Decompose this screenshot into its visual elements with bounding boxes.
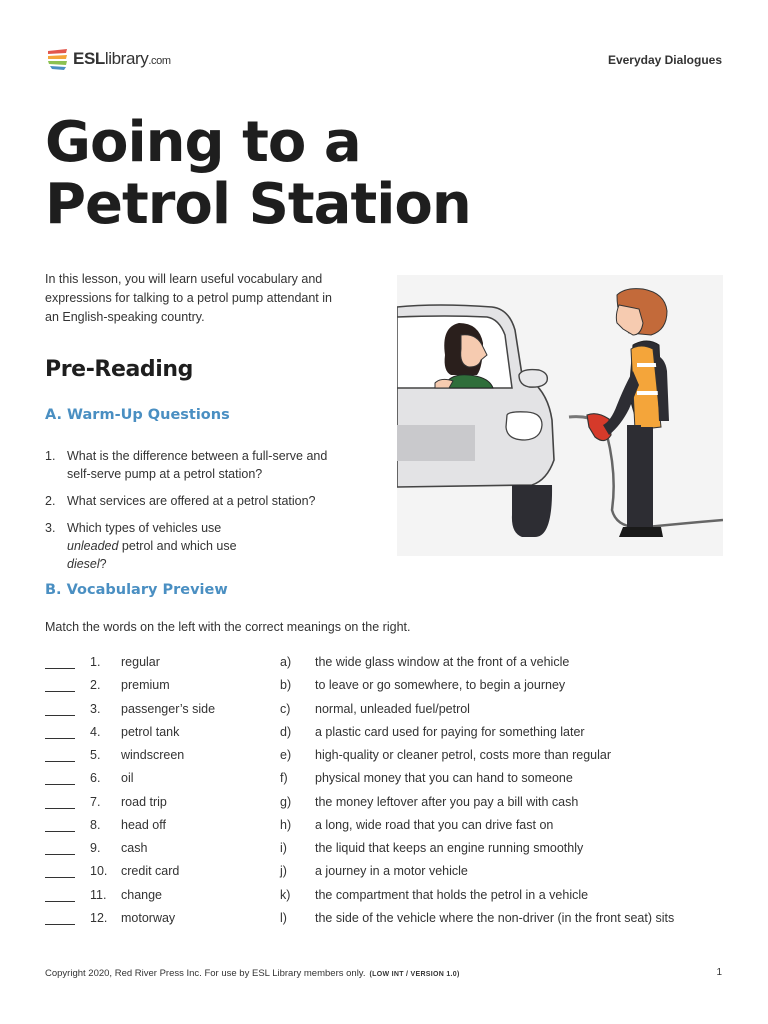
definition-letter: b) bbox=[280, 678, 292, 692]
question-number: 2. bbox=[45, 494, 56, 508]
definition-letter: i) bbox=[280, 841, 287, 855]
logo-text bbox=[73, 49, 171, 69]
vocabulary-instruction: Match the words on the left with the correct meanings on the right. bbox=[45, 620, 411, 634]
definition-text: physical money that you can hand to someone bbox=[315, 771, 573, 785]
definition-text: the wide glass window at the front of a vehicle bbox=[315, 655, 570, 669]
question-text: What services are offered at a petrol station? bbox=[67, 494, 316, 508]
vocab-row bbox=[45, 725, 725, 745]
vocab-word: petrol tank bbox=[121, 725, 180, 739]
question-item bbox=[45, 492, 345, 510]
logo-esl: ESL bbox=[73, 49, 105, 68]
answer-blank[interactable] bbox=[45, 808, 75, 809]
answer-blank[interactable] bbox=[45, 761, 75, 762]
definition-text: a plastic card used for paying for something later bbox=[315, 725, 585, 739]
vocab-row bbox=[45, 818, 725, 838]
vocab-row bbox=[45, 771, 725, 791]
vocab-number: 12. bbox=[90, 911, 108, 925]
answer-blank[interactable] bbox=[45, 715, 75, 716]
vocabulary-heading: B. Vocabulary Preview bbox=[45, 582, 228, 598]
vocab-word: change bbox=[121, 888, 163, 902]
definition-text: a long, wide road that you can drive fast on bbox=[315, 818, 554, 832]
question-number: 1. bbox=[45, 449, 56, 463]
footer-copyright bbox=[45, 968, 460, 979]
question-text-part: ? bbox=[99, 557, 107, 571]
pre-reading-heading: Pre-Reading bbox=[45, 357, 194, 382]
question-text: What is the difference between a full-serve and self-serve pump at a petrol station? bbox=[67, 449, 328, 481]
vocab-word: oil bbox=[121, 771, 134, 785]
definition-text: normal, unleaded fuel/petrol bbox=[315, 702, 470, 716]
petrol-station-illustration bbox=[397, 275, 723, 556]
question-text-part: Which types of vehicles use bbox=[67, 521, 222, 535]
definition-letter: k) bbox=[280, 888, 291, 902]
vocab-word: credit card bbox=[121, 864, 180, 878]
esl-library-logo bbox=[45, 45, 185, 73]
page-number: 1 bbox=[716, 967, 722, 978]
definition-letter: a) bbox=[280, 655, 292, 669]
vocab-number: 3. bbox=[90, 702, 101, 716]
definition-letter: f) bbox=[280, 771, 288, 785]
question-item bbox=[45, 519, 345, 573]
question-item bbox=[45, 447, 345, 483]
series-label: Everyday Dialogues bbox=[607, 53, 722, 67]
warmup-heading: A. Warm-Up Questions bbox=[45, 407, 230, 423]
intro-paragraph: In this lesson, you will learn useful vocabulary and expressions for talking to a petrol pump attendant in an English-speaking country. bbox=[45, 272, 332, 324]
vocab-word: motorway bbox=[121, 911, 176, 925]
vocab-row bbox=[45, 864, 725, 884]
vocab-word: regular bbox=[121, 655, 160, 669]
answer-blank[interactable] bbox=[45, 668, 75, 669]
vocab-row bbox=[45, 678, 725, 698]
vocab-word: road trip bbox=[121, 795, 167, 809]
answer-blank[interactable] bbox=[45, 877, 75, 878]
vocab-row bbox=[45, 748, 725, 768]
answer-blank[interactable] bbox=[45, 854, 75, 855]
definition-letter: g) bbox=[280, 795, 292, 809]
answer-blank[interactable] bbox=[45, 901, 75, 902]
definition-letter: e) bbox=[280, 748, 292, 762]
definition-letter: c) bbox=[280, 702, 291, 716]
vocab-row bbox=[45, 841, 725, 861]
vocab-row bbox=[45, 655, 725, 675]
vocab-number: 4. bbox=[90, 725, 101, 739]
answer-blank[interactable] bbox=[45, 691, 75, 692]
question-emphasis: diesel bbox=[67, 557, 100, 571]
question-number: 3. bbox=[45, 521, 56, 535]
vocab-number: 7. bbox=[90, 795, 101, 809]
copyright-text: Copyright 2020, Red River Press Inc. For use by ESL Library members only. bbox=[45, 968, 366, 979]
question-text-part: petrol and which use bbox=[118, 539, 237, 553]
definition-letter: j) bbox=[280, 864, 287, 878]
question-emphasis: unleaded bbox=[67, 539, 119, 553]
definition-text: high-quality or cleaner petrol, costs more than regular bbox=[315, 748, 611, 762]
vocab-row bbox=[45, 888, 725, 908]
definition-letter: d) bbox=[280, 725, 292, 739]
answer-blank[interactable] bbox=[45, 784, 75, 785]
vocab-number: 11. bbox=[90, 888, 107, 902]
vocab-word: cash bbox=[121, 841, 148, 855]
logo-library: library bbox=[104, 49, 149, 68]
answer-blank[interactable] bbox=[45, 738, 75, 739]
logo-icon bbox=[45, 46, 71, 72]
question-text bbox=[67, 519, 267, 573]
vocab-number: 5. bbox=[90, 748, 101, 762]
definition-text: a journey in a motor vehicle bbox=[315, 864, 468, 878]
vocab-number: 8. bbox=[90, 818, 101, 832]
vocab-number: 1. bbox=[90, 655, 101, 669]
logo-com: .com bbox=[148, 55, 171, 67]
vocab-number: 9. bbox=[90, 841, 101, 855]
vocab-row bbox=[45, 911, 725, 931]
vocab-number: 10. bbox=[90, 864, 108, 878]
vocab-word: passenger’s side bbox=[121, 702, 216, 716]
level-label: (LOW INT / VERSION 1.0) bbox=[369, 971, 460, 978]
title-line-2: Petrol Station bbox=[45, 172, 471, 237]
vocab-number: 6. bbox=[90, 771, 101, 785]
vocab-word: head off bbox=[121, 818, 166, 832]
title-line-1: Going to a bbox=[45, 110, 361, 175]
definition-text: to leave or go somewhere, to begin a journey bbox=[315, 678, 566, 692]
answer-blank[interactable] bbox=[45, 924, 75, 925]
vocab-word: windscreen bbox=[121, 748, 185, 762]
vocab-number: 2. bbox=[90, 678, 101, 692]
page-title bbox=[45, 112, 645, 236]
warmup-questions bbox=[45, 447, 345, 582]
answer-blank[interactable] bbox=[45, 831, 75, 832]
vocab-word: premium bbox=[121, 678, 170, 692]
definition-text: the side of the vehicle where the non-driver (in the front seat) sits bbox=[315, 911, 675, 925]
definition-letter: l) bbox=[280, 911, 287, 925]
definition-text: the liquid that keeps an engine running smoothly bbox=[315, 841, 584, 855]
vocab-row bbox=[45, 702, 725, 722]
definition-letter: h) bbox=[280, 818, 292, 832]
definition-text: the money leftover after you pay a bill with cash bbox=[315, 795, 579, 809]
definition-text: the compartment that holds the petrol in a vehicle bbox=[315, 888, 589, 902]
vocab-row bbox=[45, 795, 725, 815]
